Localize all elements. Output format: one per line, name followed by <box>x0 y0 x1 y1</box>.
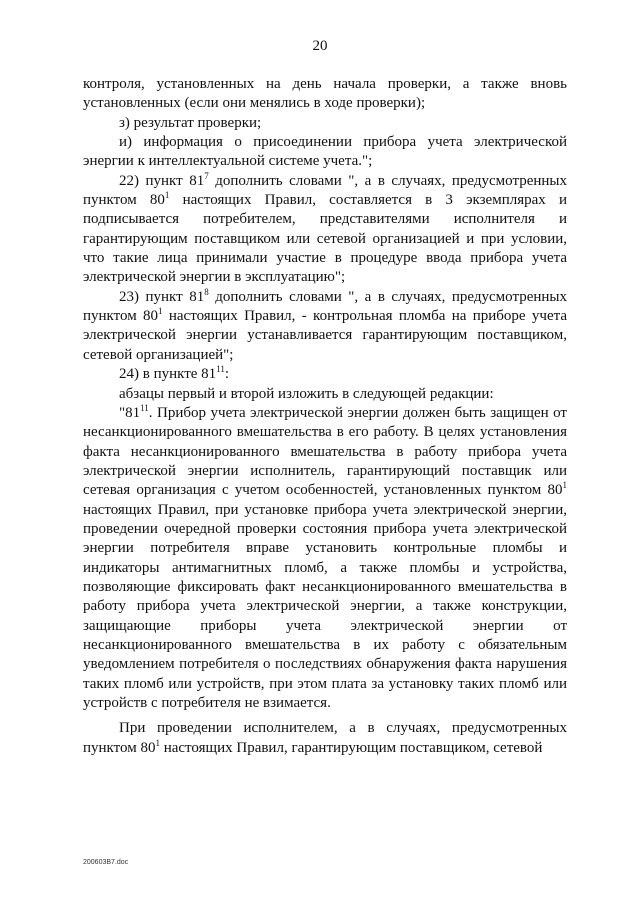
paragraph-23-sup-b: 1 <box>158 306 163 317</box>
paragraph-continuation: контроля, установленных на день начала проверки, а также вновь установленных (если они менялись в ходе проверки); <box>83 76 567 112</box>
paragraph-24-part-a: 24) в пункте 81 <box>119 366 217 383</box>
page-number: 20 <box>312 38 328 54</box>
paragraph-81-11-part-a: "81 <box>119 404 141 421</box>
paragraph-23-part-c: настоящих Правил, - контрольная пломба на приборе учета электрической энергии устанавливается гарантирующим поставщиком, сетевой организацией"; <box>83 308 567 363</box>
paragraph-22 <box>83 172 567 288</box>
paragraph-24 <box>83 365 567 384</box>
paragraph-24-part-b: : <box>224 366 230 383</box>
paragraph-22-part-a: 22) пункт 81 <box>119 172 205 189</box>
paragraph-23 <box>83 288 567 365</box>
paragraph-23-sup-a: 8 <box>204 286 209 297</box>
paragraph-24-sup-a: 11 <box>216 364 225 375</box>
paragraph-22-part-b: дополнить словами ", а в случаях, предусмотренных пунктом 80 <box>83 172 568 209</box>
footer-filename: 200603В7.doc <box>83 859 129 866</box>
paragraph-22-sup-b: 1 <box>164 190 170 201</box>
paragraph-item-i: и) информация о присоединении прибора учета электрической энергии к интеллектуальной системе учета."; <box>83 134 567 170</box>
paragraph-81-11 <box>83 404 567 714</box>
paragraph-23-part-b: дополнить словами ", а в случаях, предусмотренных пунктом 80 <box>83 288 568 325</box>
paragraph-81-11-part-c: настоящих Правил, при установке прибора учета электрической энергии, проведении очередной проверки состояния прибора учета электрической энергии потребителя вправе установить контрольные пломбы и индикаторы антимагнитных пломб, а также пломбы и устройства, позволяющие фиксировать факт несанкционированного вмешательства в работу прибора учета электрической энергии, а также конструкции, защищающие приборы учета электрической энергии от несанкционированного вмешательства в их работу с обязательным уведомлением потребителя о последствиях обнаружения факта нарушения таких пломб или устройств, при этом плата за установку таких пломб или устройств с потребителя не взимается. <box>83 501 567 711</box>
paragraph-item-z: з) результат проверки; <box>119 114 262 131</box>
paragraph-pri-provedenii-part-b: настоящих Правил, гарантирующим поставщиком, сетевой <box>159 739 543 756</box>
paragraph-pri-provedenii <box>83 719 567 758</box>
paragraph-pri-provedenii-part-a: При проведении исполнителем, а в случаях, предусмотренных пунктом 80 <box>83 720 567 756</box>
paragraph-23-part-a: 23) пункт 81 <box>119 288 205 305</box>
document-body <box>83 75 567 758</box>
paragraph-22-part-c: настоящих Правил, составляется в 3 экземплярах и подписывается потребителем, представителями исполнителя и гарантирующим поставщиком или сетевой организацией и при условии, что такие лица принимали участие в процедуре ввода прибора учета электрической энергии в эксплуатацию"; <box>83 192 567 286</box>
paragraph-abzatsy: абзацы первый и второй изложить в следующей редакции: <box>119 385 494 402</box>
paragraph-81-11-sup-a: 11 <box>140 402 149 413</box>
paragraph-22-sup-a: 7 <box>204 170 209 181</box>
paragraph-81-11-sup-b: 1 <box>562 480 567 491</box>
paragraph-pri-provedenii-sup-a: 1 <box>155 737 160 748</box>
paragraph-81-11-part-b: . Прибор учета электрической энергии должен быть защищен от несанкционированного вмешательства в его работу. В целях установления факта несанкционированного вмешательства в работу прибора учета электрической энергии исполнитель, гарантирующий поставщик или сетевая организация с учетом особенностей, установленных пунктом 80 <box>83 404 567 499</box>
